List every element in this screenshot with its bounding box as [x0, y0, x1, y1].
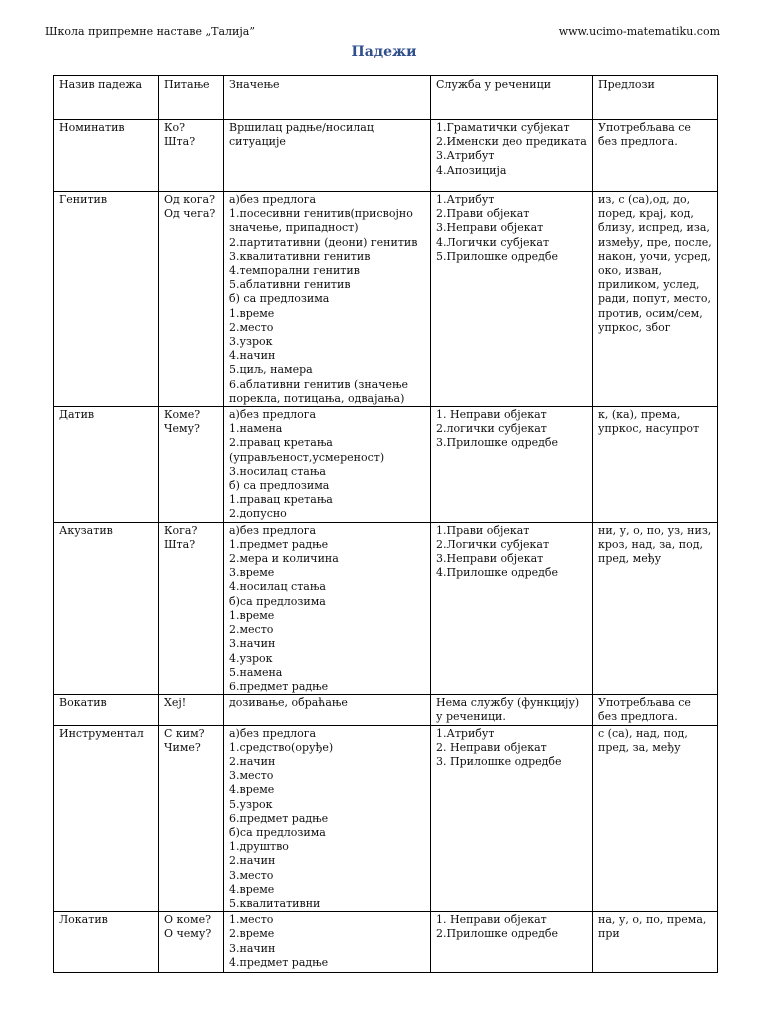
table-row	[54, 725, 718, 912]
meaning-cell	[224, 120, 431, 192]
function-cell	[431, 725, 593, 912]
prepositions-cell	[593, 192, 718, 407]
cell-line: 1. Неправи објекат	[436, 408, 547, 422]
cell-line: 3.Атрибут	[436, 149, 495, 163]
cell-line: 2.партитативни (деони) генитив	[229, 235, 418, 249]
prepositions-text: ни, у, о, по, уз, низ, кроз, над, за, под, пред, међу	[598, 523, 712, 566]
prepositions-cell	[593, 912, 718, 973]
question-cell	[159, 120, 224, 192]
cell-line: 4.време	[229, 783, 275, 797]
cell-line: Шта?	[164, 135, 196, 149]
cell-line: С ким?	[164, 726, 205, 740]
cell-line: 1.средство(оруђе)	[229, 740, 334, 754]
question-cell	[159, 522, 224, 694]
case-name-cell	[54, 695, 159, 725]
cell-line: 3.Неправи објекат	[436, 552, 544, 566]
prepositions-text: на, у, о, по, према, при	[598, 913, 707, 941]
cases-table	[53, 75, 718, 973]
case-name: Номинатив	[59, 121, 125, 134]
cell-line: Шта?	[164, 537, 196, 551]
cell-line: 2.Прави објекат	[436, 207, 530, 221]
cell-line: а)без предлога	[229, 408, 317, 422]
cell-line: Од кога?	[164, 193, 216, 206]
cell-line: б)са предлозима	[229, 594, 326, 608]
cell-line: 4.предмет радње	[229, 955, 329, 969]
cell-line: 1.време	[229, 306, 275, 320]
school-name: Школа припремне наставе „Талија”	[45, 25, 255, 38]
cell-line: а)без предлога	[229, 726, 317, 740]
cell-line: О чему?	[164, 927, 212, 941]
question-cell	[159, 192, 224, 407]
prepositions-text: к, (ка), према, упркос, насупрот	[598, 408, 700, 436]
function-cell	[431, 912, 593, 973]
question-cell	[159, 407, 224, 523]
cell-line: дозивање, обраћање	[229, 696, 348, 710]
question-cell	[159, 725, 224, 912]
cell-line: 4.Прилошке одредбе	[436, 566, 559, 580]
cell-line: 5.узрок	[229, 797, 273, 811]
cell-line: Од чега?	[164, 207, 216, 221]
column-header-case-name: Назив падежа	[54, 76, 159, 120]
table-row	[54, 120, 718, 192]
cell-line: 1.намена	[229, 422, 283, 436]
cell-line: Кога?	[164, 523, 198, 537]
cell-line: 3.носилац стања	[229, 464, 326, 478]
cell-line: 3.Неправи објекат	[436, 221, 544, 235]
cell-line: О коме?	[164, 913, 211, 927]
cell-line: Хеј!	[164, 696, 187, 710]
prepositions-text: с (са), над, под, пред, за, међу	[598, 726, 688, 754]
cell-line: б)са предлозима	[229, 825, 326, 839]
case-name: Инструментал	[59, 726, 144, 740]
table-header-row	[54, 76, 718, 120]
cell-line: 2.Прилошке одредбе	[436, 927, 559, 941]
column-header-question: Питање	[159, 76, 224, 120]
cell-line: 5.квалитативни	[229, 896, 321, 910]
prepositions-cell	[593, 120, 718, 192]
cell-line: Коме?	[164, 408, 201, 422]
cell-line: Ко?	[164, 121, 186, 134]
cell-line: 6.аблативни генитив (значење порекла, потицања, одвајања)	[229, 377, 408, 405]
cell-line: 4.начин	[229, 349, 276, 363]
cell-line: 1.предмет радње	[229, 537, 329, 551]
cell-line: 1.посесивни генитив(присвојно значење, припадност)	[229, 207, 413, 235]
cell-line: 5.аблативни генитив	[229, 278, 351, 292]
function-cell	[431, 695, 593, 725]
question-cell	[159, 695, 224, 725]
cell-line: 2. Неправи објекат	[436, 740, 547, 754]
meaning-cell	[224, 192, 431, 407]
function-cell	[431, 407, 593, 523]
prepositions-cell	[593, 522, 718, 694]
cell-line: 3.време	[229, 566, 275, 580]
cell-line: 2.начин	[229, 854, 276, 868]
cell-line: 6.предмет радње	[229, 679, 329, 693]
case-name: Акузатив	[59, 523, 113, 537]
prepositions-cell	[593, 725, 718, 912]
prepositions-text: из, с (са),од, до, поред, крај, код, близу, испред, иза, између, пре, после, након, уочи, усред, око, изван, приликом, услед, ради, попут, место, против, осим/сем, упркос, због	[598, 193, 712, 334]
cell-line: 3.начин	[229, 941, 276, 955]
website-url: www.ucimo-matematiku.com	[558, 25, 720, 38]
case-name: Вокатив	[59, 696, 107, 710]
cell-line: Чиме?	[164, 740, 201, 754]
cell-line: 2.место	[229, 320, 274, 334]
prepositions-cell	[593, 407, 718, 523]
prepositions-cell	[593, 695, 718, 725]
case-name-cell	[54, 407, 159, 523]
case-name: Датив	[59, 408, 95, 422]
cell-line: 5.намена	[229, 665, 283, 679]
cell-line: 4.време	[229, 882, 275, 896]
cell-line: Вршилац радње/носилац ситуације	[229, 121, 374, 149]
table-row	[54, 912, 718, 973]
column-header-function: Служба у реченици	[431, 76, 593, 120]
cell-line: 3.узрок	[229, 335, 273, 349]
cell-line: 4.узрок	[229, 651, 273, 665]
cell-line: 2.начин	[229, 754, 276, 768]
case-name: Локатив	[59, 913, 108, 927]
prepositions-text: Употребљава се без предлога.	[598, 696, 691, 724]
meaning-cell	[224, 522, 431, 694]
meaning-cell	[224, 407, 431, 523]
cell-line: 1.друштво	[229, 840, 289, 854]
cell-line: б) са предлозима	[229, 479, 330, 493]
cell-line: 4.Логички субјекат	[436, 235, 550, 249]
cell-line: 2.Именски део предиката	[436, 135, 587, 149]
cell-line: 3. Прилошке одредбе	[436, 754, 562, 768]
case-name-cell	[54, 725, 159, 912]
meaning-cell	[224, 725, 431, 912]
cell-line: 2.логички субјекат	[436, 422, 547, 436]
cell-line: 1.место	[229, 913, 274, 927]
cell-line: 1.Атрибут	[436, 193, 495, 206]
question-cell	[159, 912, 224, 973]
cell-line: 1.правац кретања	[229, 493, 333, 507]
meaning-cell	[224, 912, 431, 973]
column-header-meaning: Значење	[224, 76, 431, 120]
cell-line: 4.темпорални генитив	[229, 264, 360, 278]
column-header-prepositions: Предлози	[593, 76, 718, 120]
cell-line: 6.предмет радње	[229, 811, 329, 825]
cell-line: б) са предлозима	[229, 292, 330, 306]
cell-line: 1.време	[229, 608, 275, 622]
cell-line: а)без предлога	[229, 193, 317, 206]
cell-line: а)без предлога	[229, 523, 317, 537]
cell-line: 1.Атрибут	[436, 726, 495, 740]
prepositions-text: Употребљава се без предлога.	[598, 121, 691, 149]
cell-line: Чему?	[164, 422, 200, 436]
cell-line: Нема службу (функцију) у реченици.	[436, 696, 580, 724]
cell-line: 2.правац кретања (управљеност,усмереност)	[229, 436, 385, 464]
case-name-cell	[54, 522, 159, 694]
function-cell	[431, 120, 593, 192]
cell-line: 1.Граматички субјекат	[436, 121, 570, 134]
cell-line: 3.место	[229, 769, 274, 783]
cell-line: 4.Апозиција	[436, 163, 507, 177]
cell-line: 2.допусно	[229, 507, 287, 521]
table-row	[54, 192, 718, 407]
table-row	[54, 695, 718, 725]
cell-line: 5.Прилошке одредбе	[436, 249, 559, 263]
cell-line: 3.Прилошке одредбе	[436, 436, 559, 450]
function-cell	[431, 192, 593, 407]
case-name-cell	[54, 912, 159, 973]
table-row	[54, 407, 718, 523]
cell-line: 3.место	[229, 868, 274, 882]
cell-line: 4.носилац стања	[229, 580, 326, 594]
cell-line: 2.време	[229, 927, 275, 941]
cell-line: 1. Неправи објекат	[436, 913, 547, 927]
table-row	[54, 522, 718, 694]
case-name-cell	[54, 120, 159, 192]
cell-line: 2.место	[229, 623, 274, 637]
cell-line: 3.квалитативни генитив	[229, 249, 371, 263]
cell-line: 5.циљ, намера	[229, 363, 313, 377]
case-name-cell	[54, 192, 159, 407]
cell-line: 1.Прави објекат	[436, 523, 530, 537]
page-title: Падежи	[351, 44, 417, 60]
function-cell	[431, 522, 593, 694]
cell-line: 3.начин	[229, 637, 276, 651]
cell-line: 2.Логички субјекат	[436, 537, 550, 551]
case-name: Генитив	[59, 193, 108, 206]
meaning-cell	[224, 695, 431, 725]
cell-line: 2.мера и количина	[229, 552, 339, 566]
